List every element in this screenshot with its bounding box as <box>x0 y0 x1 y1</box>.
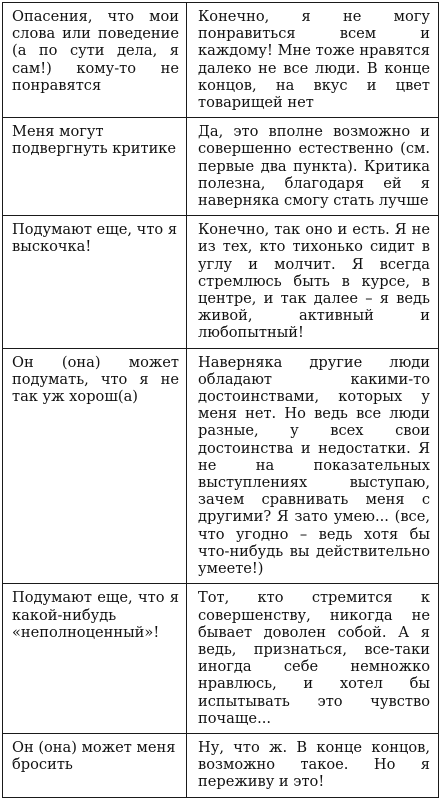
fear-text: Он (она) может меня бросить <box>12 738 176 774</box>
fear-text: Подумают еще, что я какой-нибудь «неполноценный»! <box>12 589 179 641</box>
fear-text: Опасения, что мои слова или поведение (а по сути дела, я сам!) кому-то не понравятся <box>12 8 179 94</box>
answer-cell <box>187 3 439 118</box>
table-row <box>3 216 439 348</box>
fear-text: Меня могут подвергнуть критике <box>12 123 177 158</box>
answer-text: Наверняка другие люди обладают какими-то достоинствами, которых у меня нет. Но ведь все люди разные, у всех свои достоинства и недостатки. Я не на показательных выступлениях выступаю, зачем сравнивать меня с другими? Я зато умею... (все, что угодно – ведь хотя бы что-нибудь вы действительно умеете!) <box>198 353 430 578</box>
answer-text: Конечно, так оно и есть. Я не из тех, кто тихонько сидит в углу и молчит. Я всегда стремлюсь быть в курсе, в центре, и так далее – я ведь живой, активный и любопытный! <box>198 221 430 342</box>
fear-text: Он (она) может подумать, что я не так уж хорош(а) <box>12 353 179 406</box>
table-row <box>3 118 439 216</box>
answer-text: Тот, кто стремится к совершенству, никогда не бывает доволен собой. А я ведь, признаться, все-таки иногда себе немножко нравлюсь, и хотел бы испытывать это чувство почаще... <box>198 589 430 727</box>
fear-cell <box>3 118 187 216</box>
answer-text: Конечно, я не могу понравиться всем и каждому! Мне тоже нравятся далеко не все люди. В конце концов, на вкус и цвет товарищей нет <box>198 8 430 112</box>
fear-cell <box>3 733 187 797</box>
fear-cell <box>3 348 187 584</box>
answer-cell <box>187 733 439 797</box>
fear-cell <box>3 584 187 734</box>
fear-text: Подумают еще, что я выскочка! <box>12 221 178 256</box>
page <box>2 2 438 798</box>
table-row <box>3 584 439 734</box>
fear-cell <box>3 216 187 348</box>
answer-cell <box>187 216 439 348</box>
answer-cell <box>187 584 439 734</box>
answer-cell <box>187 118 439 216</box>
fears-table <box>2 2 439 798</box>
table-row <box>3 348 439 584</box>
table-row <box>3 733 439 797</box>
fear-cell <box>3 3 187 118</box>
answer-text: Ну, что ж. В конце концов, возможно такое. Но я переживу и это! <box>198 738 430 791</box>
answer-text: Да, это вполне возможно и совершенно естественно (см. первые два пункта). Критика полезна, благодаря ей я наверняка смогу стать лучше <box>198 123 430 210</box>
table-row <box>3 3 439 118</box>
answer-cell <box>187 348 439 584</box>
